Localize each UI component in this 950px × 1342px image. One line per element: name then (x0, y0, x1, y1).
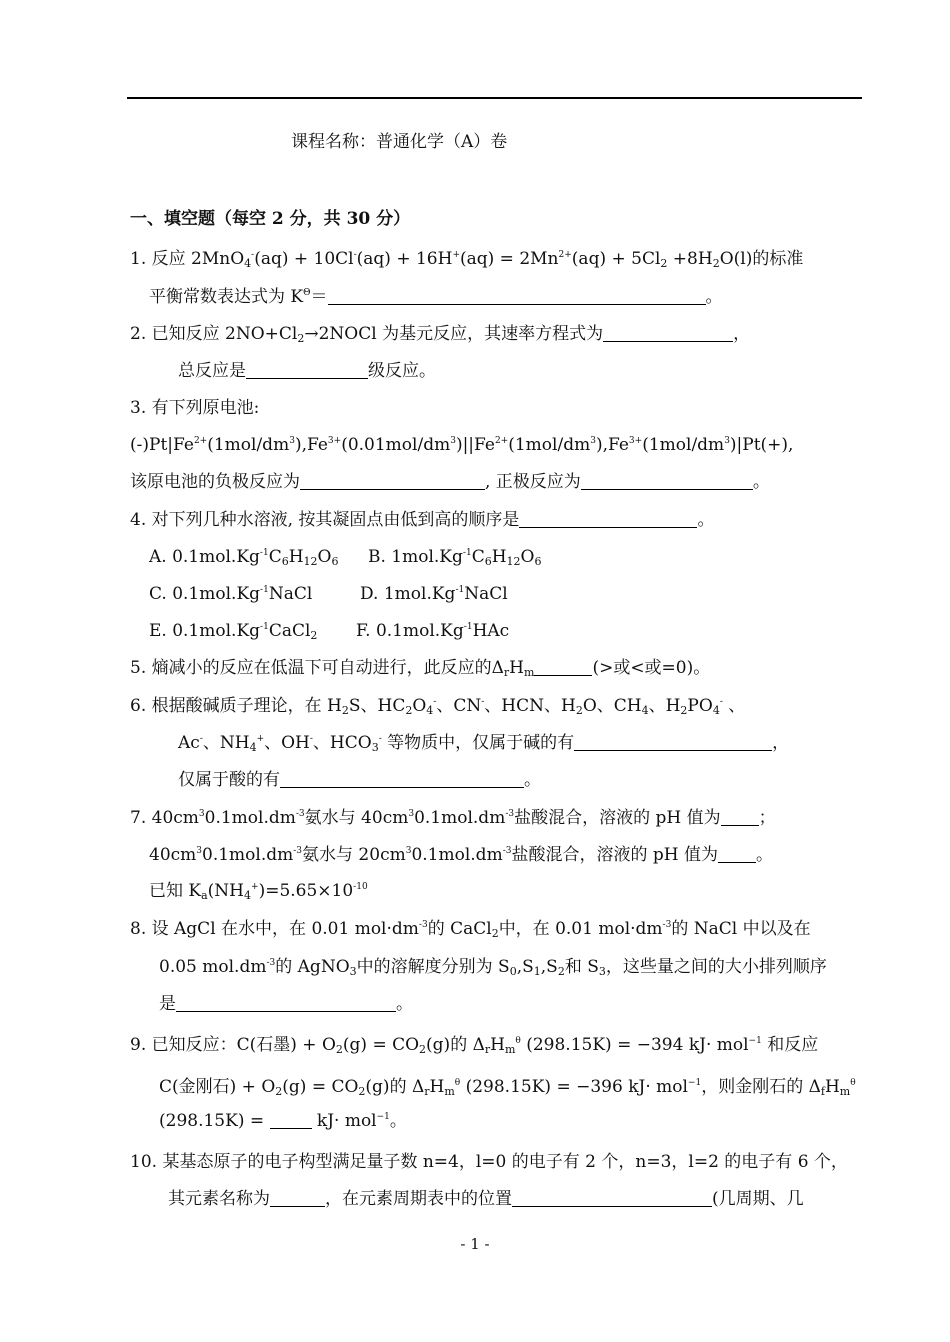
answer-blank[interactable] (718, 846, 756, 863)
question-10-line-1: 10. 某基态原子的电子构型满足量子数 n=4，l=0 的电子有 2 个，n=3，l=2 的电子有 6 个， (130, 1152, 848, 1172)
question-10-line-2: 其元素名称为 ，在元素周期表中的位置 (几周期、几 (168, 1189, 804, 1209)
question-1-line-2: 平衡常数表达式为 $K^\Theta=$ 。 (149, 287, 723, 307)
question-8-line-1: 8. 设 AgCl 在水中，在 0.01 $mol\cdot dm^{-3}$的 CaCl$_2$中，在 0.01 $mol\cdot dm^{-3}$的 NaCl 中以及在 (130, 919, 811, 940)
answer-blank[interactable] (603, 325, 733, 342)
answer-blank[interactable] (270, 1112, 312, 1129)
question-3-cell: $(-)Pt|Fe^{2+}(1mol/dm^3),Fe^{3+}(0.01mol/dm^3)||Fe^{2+}(1mol/dm^3),Fe^{3+}(1mol/dm^3)|Pt(+)$, (130, 435, 794, 455)
answer-blank[interactable] (280, 771, 524, 788)
answer-blank[interactable] (176, 995, 396, 1012)
question-2-line-2: 总反应是 级反应。 (178, 361, 436, 381)
answer-blank[interactable] (270, 1190, 325, 1207)
answer-blank[interactable] (512, 1190, 712, 1207)
question-9-line-3: (298.15K) = kJ· mol$^{-1}$。 (159, 1111, 407, 1131)
question-5: 5. 熵减小的反应在低温下可自动进行，此反应的$\Delta_rH_m$ (>或<或=0)。 (130, 658, 711, 679)
answer-blank[interactable] (534, 659, 592, 676)
option-e: E. $0.1mol.Kg^{-1}CaCl_2$ (149, 621, 318, 642)
option-f: F. $0.1mol.Kg^{-1}HAc$ (356, 621, 510, 641)
question-3-line-1: 3. 有下列原电池: (130, 398, 260, 418)
page-number: - 1 - (460, 1235, 490, 1253)
option-c: C. $0.1mol.Kg^{-1}NaCl$ (149, 584, 313, 604)
question-9-line-2: C(金刚石) + $O_2(g) = CO_2(g)$的 $\Delta_rH_m^\theta$ (298.15K) = −396 kJ· mol$^{-1}$，则金刚石的 $\Delta_fH_m^\theta$ (159, 1077, 856, 1098)
question-7-line-1: 7. $40cm^30.1mol.dm^{-3}$氨水与 $40cm^30.1mol.dm^{-3}$盐酸混合，溶液的 pH 值为 ； (130, 808, 776, 828)
course-title: 课程名称：普通化学（A）卷 (291, 132, 508, 152)
question-4-line-1: 4. 对下列几种水溶液, 按其凝固点由低到高的顺序是 。 (130, 510, 715, 530)
answer-blank[interactable] (246, 362, 368, 379)
question-8-line-2: 0.05 $mol.dm^{-3}$的 AgNO$_3$中的溶解度分别为 $S_0,S_1,S_2$和 $S_3$，这些量之间的大小排列顺序 (159, 957, 827, 978)
question-9-line-1: 9. 已知反应：C(石墨) + $O_2(g) = CO_2(g)$的 $\Delta_rH_m^\theta$ (298.15K) = −394 kJ· mol$^{-1}$ 和反应 (130, 1035, 819, 1056)
question-6-line-2: Ac-、$NH_4^+$、OH-、$HCO_3^-$ 等物质中，仅属于碱的有 ， (178, 733, 790, 754)
question-1-line-1: 1. 反应 $2MnO_4^-(aq) + 10Cl^-(aq) + 16H^+(aq) = 2Mn^{2+}(aq) + 5Cl_2 +8H_2O(l)$的标准 (130, 249, 804, 270)
header-rule (127, 97, 862, 99)
option-d: D. $1mol.Kg^{-1}NaCl$ (360, 584, 508, 604)
question-6-line-3: 仅属于酸的有 。 (178, 770, 541, 790)
question-3-line-3: 该原电池的负极反应为 , 正极反应为 。 (130, 472, 770, 492)
question-7-line-3: 已知 $K_a(NH_4^+)=5.65\times 10^{-10}$ (149, 881, 368, 902)
question-8-line-3: 是 。 (159, 994, 413, 1014)
question-7-line-2: $40cm^30.1mol.dm^{-3}$氨水与 $20cm^30.1mol.dm^{-3}$盐酸混合，溶液的 pH 值为 。 (149, 845, 773, 865)
option-a: A. $0.1mol.Kg^{-1}C_6H_{12}O_6$ (149, 547, 339, 568)
section-title: 一、填空题（每空 2 分，共 30 分） (130, 209, 411, 229)
answer-blank[interactable] (300, 473, 485, 490)
answer-blank[interactable] (328, 288, 706, 305)
answer-blank[interactable] (574, 734, 772, 751)
answer-blank[interactable] (581, 473, 753, 490)
option-b: B. $1mol.Kg^{-1}C_6H_{12}O_6$ (368, 547, 542, 568)
question-2-line-1: 2. 已知反应 $2NO+Cl_2\to 2NOCl$ 为基元反应，其速率方程式为 ， (130, 324, 751, 345)
answer-blank[interactable] (721, 809, 759, 826)
answer-blank[interactable] (519, 511, 697, 528)
question-6-line-1: 6. 根据酸碱质子理论，在 $H_2S$、$HC_2O_4^-$、CN-、HCN、$H_2O$、$CH_4$、$H_2PO_4^-$ 、 (130, 696, 746, 717)
